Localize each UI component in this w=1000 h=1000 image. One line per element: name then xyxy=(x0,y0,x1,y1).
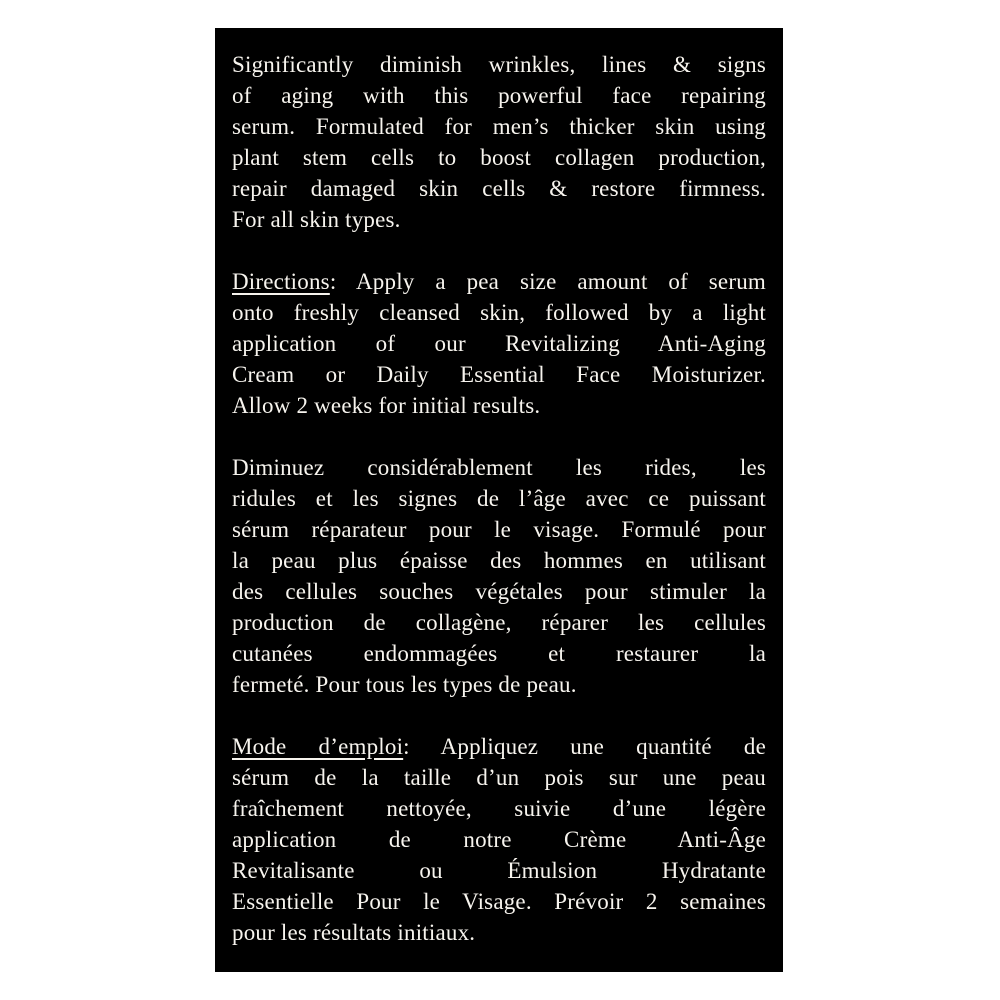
text-line xyxy=(232,669,766,700)
text-line xyxy=(232,204,766,235)
text-segment: Diminuez considérablement les rides, les xyxy=(232,455,766,480)
text-segment: For all skin types. xyxy=(232,207,401,232)
text-segment: application of our Revitalizing Anti-Aging xyxy=(232,331,766,356)
text-line xyxy=(232,266,766,297)
paragraph-french-description xyxy=(232,452,766,700)
text-segment: serum. Formulated for men’s thicker skin using xyxy=(232,114,766,139)
text-segment: Allow 2 weeks for initial results. xyxy=(232,393,541,418)
text-segment: plant stem cells to boost collagen production, xyxy=(232,145,766,170)
product-label-panel xyxy=(215,28,783,972)
text-line xyxy=(232,545,766,576)
text-line xyxy=(232,638,766,669)
text-line xyxy=(232,762,766,793)
text-segment: : Appliquez une quantité de xyxy=(403,734,766,759)
text-segment: of aging with this powerful face repairing xyxy=(232,83,766,108)
text-line xyxy=(232,173,766,204)
text-segment: fraîchement nettoyée, suivie d’une légère xyxy=(232,796,766,821)
text-segment: ridules et les signes de l’âge avec ce puissant xyxy=(232,486,766,511)
label-text xyxy=(232,49,766,948)
text-segment: cutanées endommagées et restaurer la xyxy=(232,641,766,666)
text-segment: la peau plus épaisse des hommes en utilisant xyxy=(232,548,766,573)
text-line xyxy=(232,483,766,514)
text-line xyxy=(232,793,766,824)
text-line xyxy=(232,328,766,359)
text-line xyxy=(232,49,766,80)
text-line xyxy=(232,297,766,328)
text-line xyxy=(232,80,766,111)
text-segment: : Apply a pea size amount of serum xyxy=(329,269,766,294)
text-segment: sérum réparateur pour le visage. Formulé pour xyxy=(232,517,766,542)
paragraph-english-directions xyxy=(232,266,766,421)
text-line xyxy=(232,607,766,638)
text-segment: Cream or Daily Essential Face Moisturizer. xyxy=(232,362,766,387)
text-line xyxy=(232,886,766,917)
text-segment: pour les résultats initiaux. xyxy=(232,920,476,945)
text-segment: Revitalisante ou Émulsion Hydratante xyxy=(232,858,766,883)
text-segment: application de notre Crème Anti-Âge xyxy=(232,827,766,852)
text-segment: Significantly diminish wrinkles, lines & signs xyxy=(232,52,766,77)
text-segment: fermeté. Pour tous les types de peau. xyxy=(232,672,577,697)
text-segment: sérum de la taille d’un pois sur une peau xyxy=(232,765,766,790)
text-line xyxy=(232,142,766,173)
text-line xyxy=(232,824,766,855)
text-segment: des cellules souches végétales pour stimuler la xyxy=(232,579,766,604)
underlined-label: Mode d’emploi xyxy=(232,734,404,759)
text-line xyxy=(232,855,766,886)
text-line xyxy=(232,917,766,948)
text-segment: onto freshly cleansed skin, followed by a light xyxy=(232,300,766,325)
text-line xyxy=(232,111,766,142)
text-line xyxy=(232,390,766,421)
paragraph-english-description xyxy=(232,49,766,235)
underlined-label: Directions xyxy=(232,269,330,294)
text-line xyxy=(232,514,766,545)
text-line xyxy=(232,452,766,483)
text-segment: Essentielle Pour le Visage. Prévoir 2 semaines xyxy=(232,889,766,914)
text-segment: repair damaged skin cells & restore firmness. xyxy=(232,176,766,201)
text-line xyxy=(232,731,766,762)
text-segment: production de collagène, réparer les cellules xyxy=(232,610,766,635)
paragraph-french-directions xyxy=(232,731,766,948)
text-line xyxy=(232,359,766,390)
text-line xyxy=(232,576,766,607)
